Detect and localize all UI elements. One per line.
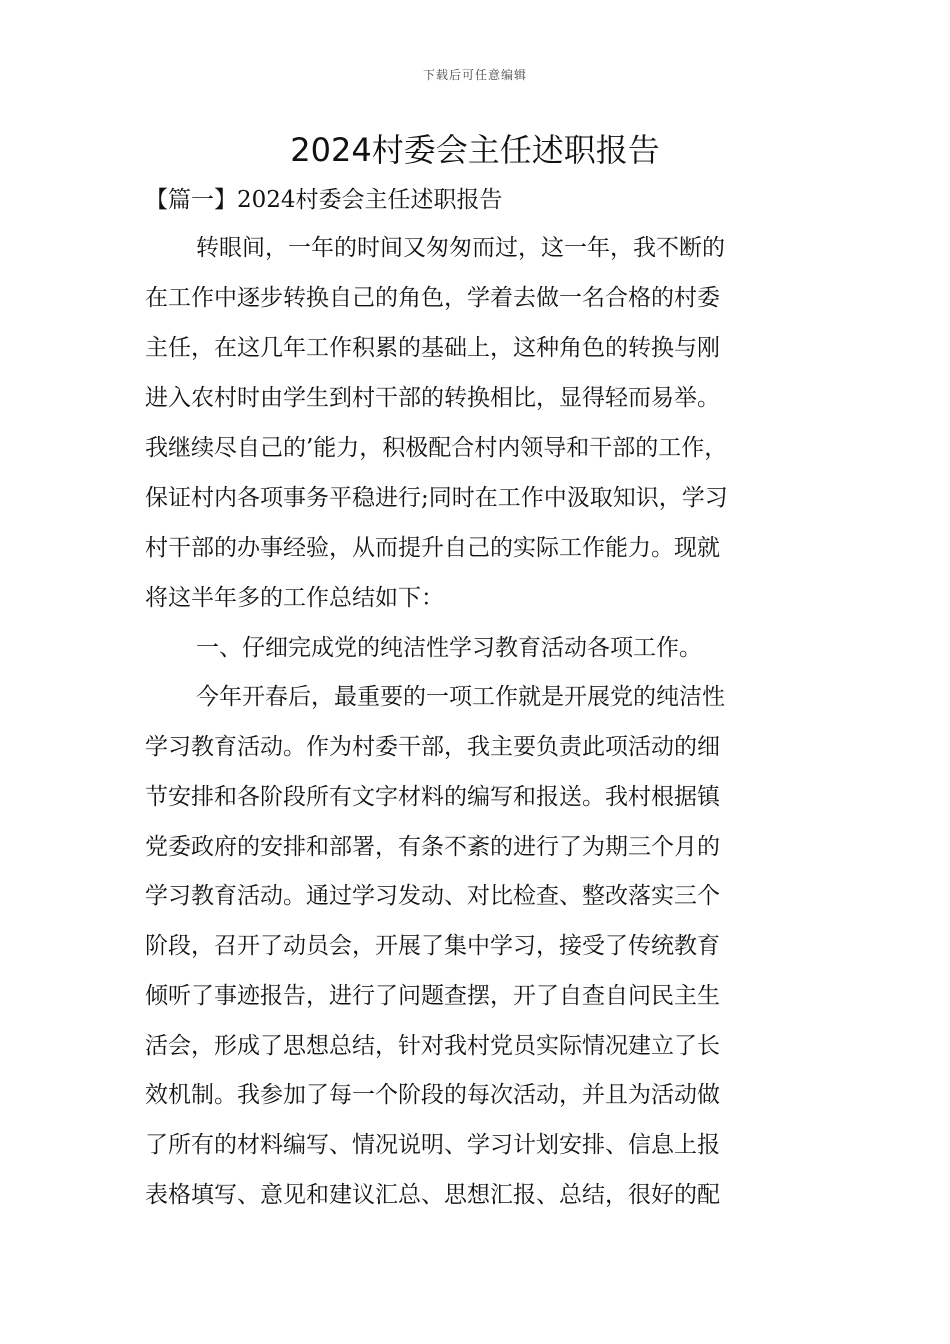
- body-line: 学习教育活动。作为村委干部，我主要负责此项活动的细: [145, 734, 720, 760]
- body-line: 我继续尽自己的’能力，积极配合村内领导和干部的工作，: [145, 435, 728, 461]
- body-line: 一、仔细完成党的纯洁性学习教育活动各项工作。: [196, 635, 702, 661]
- body-line: 党委政府的安排和部署，有条不紊的进行了为期三个月的: [145, 834, 720, 860]
- body-line: 在工作中逐步转换自己的角色，学着去做一名合格的村委: [145, 285, 720, 311]
- body-line: 主任，在这几年工作积累的基础上，这种角色的转换与刚: [145, 335, 720, 361]
- body-line: 效机制。我参加了每一个阶段的每次活动，并且为活动做: [145, 1082, 720, 1108]
- body-line: 倾听了事迹报告，进行了问题查摆，开了自查自问民主生: [145, 983, 720, 1009]
- document-title: 2024村委会主任述职报告: [290, 131, 660, 169]
- body-line: 活会，形成了思想总结，针对我村党员实际情况建立了长: [145, 1033, 720, 1059]
- body-line: 节安排和各阶段所有文字材料的编写和报送。我村根据镇: [145, 784, 720, 810]
- body-line: 村干部的办事经验，从而提升自己的实际工作能力。现就: [145, 535, 720, 561]
- section-heading: 【篇一】2024村委会主任述职报告: [145, 187, 503, 213]
- body-line: 转眼间，一年的时间又匆匆而过，这一年，我不断的: [196, 235, 725, 261]
- body-line: 了所有的材料编写、情况说明、学习计划安排、信息上报: [145, 1132, 720, 1158]
- page-header-note: 下载后可任意编辑: [422, 68, 527, 82]
- body-line: 阶段，召开了动员会，开展了集中学习，接受了传统教育: [145, 933, 720, 959]
- body-line: 学习教育活动。通过学习发动、对比检查、整改落实三个: [145, 883, 720, 909]
- body-line: 保证村内各项事务平稳进行;同时在工作中汲取知识，学习: [145, 485, 728, 511]
- body-line: 将这半年多的工作总结如下：: [145, 585, 444, 611]
- body-line: 表格填写、意见和建议汇总、思想汇报、总结，很好的配: [145, 1182, 720, 1208]
- body-line: 进入农村时由学生到村干部的转换相比，显得轻而易举。: [145, 385, 720, 411]
- body-line: 今年开春后，最重要的一项工作就是开展党的纯洁性: [196, 684, 725, 710]
